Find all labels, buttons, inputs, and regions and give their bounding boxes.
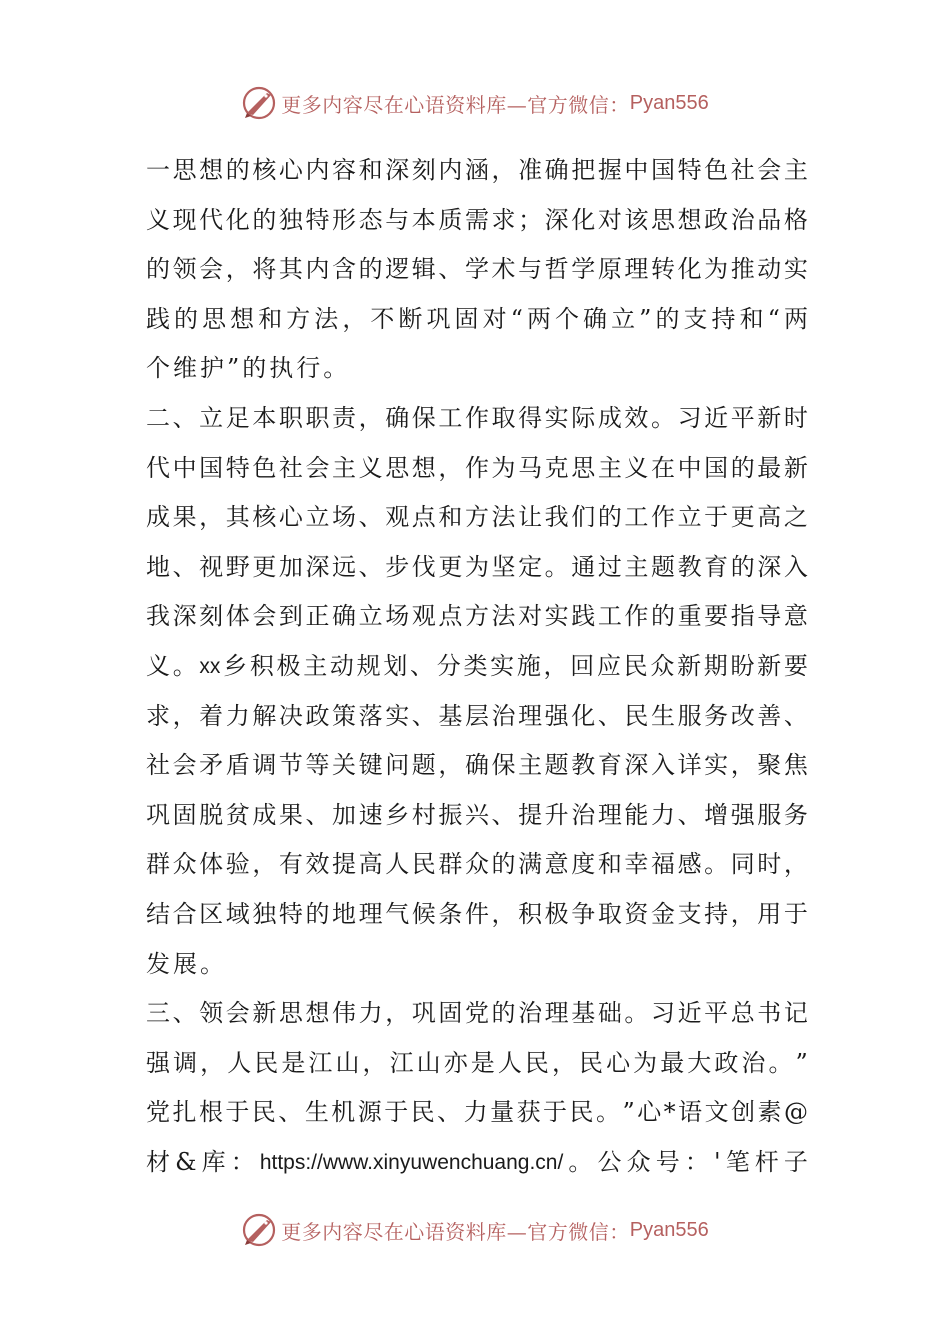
paragraph-line: 群 众 体 验 ， 有 效 提 高 人 民 群 众 的 满 意 度 和 幸 福 感 。 同 时 ， bbox=[146, 850, 808, 879]
paragraph-line: 义 。 xx 乡 积 极 主 动 规 划 、 分 类 实 施 ， 回 应 民 众 新 期 盼 新 要 bbox=[146, 651, 808, 680]
footer-banner-id: Pyan556 bbox=[629, 1218, 709, 1241]
header-banner-text: 更多内容尽在心语资料库—官方微信： bbox=[281, 92, 630, 117]
paragraph-line: 地 、 视 野 更 加 深 远 、 步 伐 更 为 坚 定 。 通 过 主 题 教 育 的 深 入 bbox=[146, 552, 808, 581]
paragraph-line: 的 领 会 ， 将 其 内 含 的 逻 辑 、 学 术 与 哲 学 原 理 转 化 为 推 动 实 bbox=[146, 255, 808, 284]
header-banner bbox=[0, 83, 950, 123]
paragraph-line: 我 深 刻 体 会 到 正 确 立 场 观 点 方 法 对 实 践 工 作 的 重 要 指 导 意 bbox=[146, 602, 808, 631]
paragraph-line: 三 、 领 会 新 思 想 伟 力 ， 巩 固 党 的 治 理 基 础 。 习 近 平 总 书 记 bbox=[146, 999, 808, 1028]
paragraph-line: 结 合 区 域 独 特 的 地 理 气 候 条 件 ， 积 极 争 取 资 金 支 持 ， 用 于 bbox=[146, 899, 808, 928]
paragraph-line: 强 调 ， 人 民 是 江 山 ， 江 山 亦 是 人 民 ， 民 心 为 最 大 政 治 。 ” bbox=[146, 1048, 808, 1077]
paragraph-line: 发 展 。 bbox=[146, 949, 227, 978]
header-banner-id: Pyan556 bbox=[629, 91, 709, 114]
footer-banner-text: 更多内容尽在心语资料库—官方微信： bbox=[281, 1219, 630, 1244]
pen-logo-icon bbox=[241, 1212, 277, 1248]
paragraph-line: 二 、 立 足 本 职 职 责 ， 确 保 工 作 取 得 实 际 成 效 。 习 近 平 新 时 bbox=[146, 403, 808, 432]
paragraph-line: 巩 固 脱 贫 成 果 、 加 速 乡 村 振 兴 、 提 升 治 理 能 力 、 增 强 服 务 bbox=[146, 800, 808, 829]
paragraph-line: 成 果 ， 其 核 心 立 场 、 观 点 和 方 法 让 我 们 的 工 作 立 于 更 高 之 bbox=[146, 503, 808, 532]
paragraph-line: 求 ， 着 力 解 决 政 策 落 实 、 基 层 治 理 强 化 、 民 生 服 务 改 善 、 bbox=[146, 701, 808, 730]
footer-banner bbox=[0, 1210, 950, 1250]
paragraph-line: 社 会 矛 盾 调 节 等 关 键 问 题 ， 确 保 主 题 教 育 深 入 详 实 ， 聚 焦 bbox=[146, 751, 808, 780]
document-body bbox=[146, 146, 808, 1187]
paragraph-line: 个 维 护 ” 的 执 行 。 bbox=[146, 354, 351, 383]
paragraph-line: 践 的 思 想 和 方 法 ， 不 断 巩 固 对 “ 两 个 确 立 ” 的 支 持 和 “ 两 bbox=[146, 304, 808, 333]
paragraph-line: 义 现 代 化 的 独 特 形 态 与 本 质 需 求 ； 深 化 对 该 思 想 政 治 品 格 bbox=[146, 205, 808, 234]
pen-logo-icon bbox=[241, 85, 277, 121]
paragraph-line: 党 扎 根 于 民 、 生 机 源 于 民 、 力 量 获 于 民 。 ” 心 * 语 文 创 素 @ bbox=[146, 1098, 808, 1127]
paragraph-line: 材 & 库 ： https://www.xinyuwenchuang.cn/ 。 公 众 号 ： ' 笔 杆 子 bbox=[146, 1147, 808, 1176]
paragraph-line: 一 思 想 的 核 心 内 容 和 深 刻 内 涵 ， 准 确 把 握 中 国 特 色 社 会 主 bbox=[146, 156, 808, 184]
paragraph-line: 代 中 国 特 色 社 会 主 义 思 想 ， 作 为 马 克 思 主 义 在 中 国 的 最 新 bbox=[146, 453, 808, 482]
